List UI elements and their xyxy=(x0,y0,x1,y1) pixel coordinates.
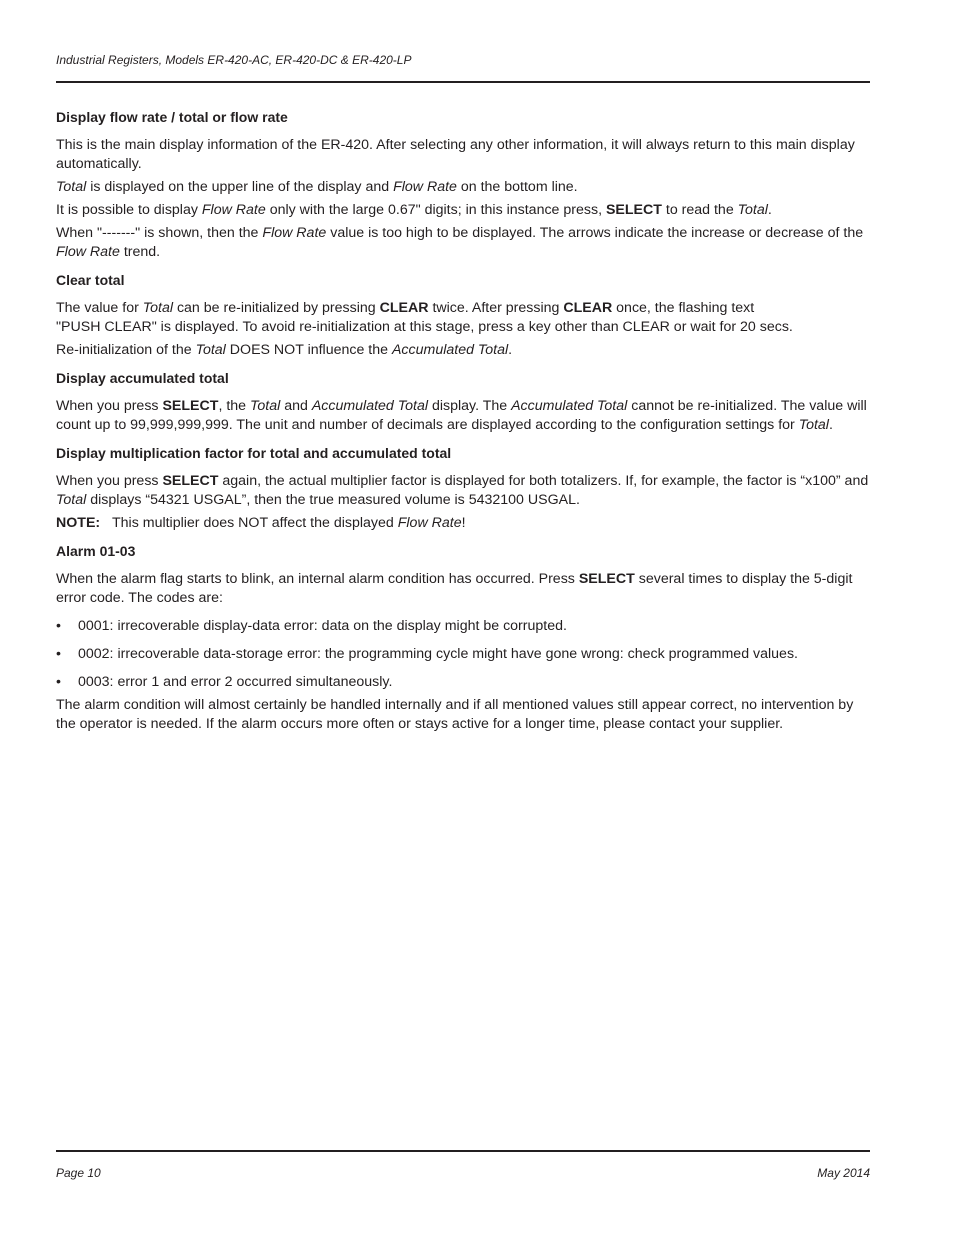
section-heading-multiplication-factor: Display multiplication factor for total and accumulated total xyxy=(56,445,452,461)
paragraph: When "-------" is shown, then the Flow Rate value is too high to be displayed. The arrows indicate the increase or decrease of the Flow Rate trend. xyxy=(56,225,864,260)
section-heading-accumulated-total: Display accumulated total xyxy=(56,370,229,386)
publication-date: May 2014 xyxy=(817,1166,870,1180)
note: NOTE: This multiplier does NOT affect the displayed Flow Rate! xyxy=(56,515,466,531)
bullet-marker: • xyxy=(56,618,61,634)
page-body xyxy=(56,108,872,738)
header-rule xyxy=(56,81,870,83)
page-number: Page 10 xyxy=(56,1166,101,1180)
list-item: • 0002: irrecoverable data-storage error: the programming cycle might have gone wrong: check programmed values. xyxy=(56,646,798,662)
section-heading-alarm: Alarm 01-03 xyxy=(56,543,136,559)
paragraph: When you press SELECT again, the actual multiplier factor is displayed for both totalizers. If, for example, the factor is “x100” and Total displays “54321 USGAL”, then the true measured volume is 5432100 USGAL. xyxy=(56,473,869,508)
paragraph: This is the main display information of the ER-420. After selecting any other information, it will always return to this main display automatically. xyxy=(56,137,855,172)
running-header: Industrial Registers, Models ER-420-AC, ER-420-DC & ER-420-LP xyxy=(56,53,412,67)
list-item: • 0003: error 1 and error 2 occurred simultaneously. xyxy=(56,674,393,690)
note-label: NOTE: xyxy=(56,515,101,531)
paragraph: When you press SELECT, the Total and Accumulated Total display. The Accumulated Total cannot be re-initialized. The value will count up to 99,999,999,999. The unit and number of decimals are displayed according to the configuration settings for Total. xyxy=(56,398,867,433)
paragraph: It is possible to display Flow Rate only with the large 0.67" digits; in this instance press, SELECT to read the Total. xyxy=(56,202,772,218)
section-heading-clear-total: Clear total xyxy=(56,272,125,288)
list-item: • 0001: irrecoverable display-data error: data on the display might be corrupted. xyxy=(56,618,567,634)
paragraph: When the alarm flag starts to blink, an internal alarm condition has occurred. Press SELECT several times to display the 5-digit error code. The codes are: xyxy=(56,571,853,606)
footer-rule xyxy=(56,1150,870,1152)
bullet-marker: • xyxy=(56,646,61,662)
bullet-marker: • xyxy=(56,674,61,690)
paragraph: The value for Total can be re-initialized by pressing CLEAR twice. After pressing CLEAR once, the flashing text "PUSH CLEAR" is displayed. To avoid re-initialization at this stage, press a key other than CLEAR or wait for 20 secs. xyxy=(56,300,793,335)
section-heading-display-flow-rate: Display flow rate / total or flow rate xyxy=(56,109,288,125)
paragraph: Re-initialization of the Total DOES NOT influence the Accumulated Total. xyxy=(56,342,513,358)
paragraph: The alarm condition will almost certainly be handled internally and if all mentioned values still appear correct, no intervention by the operator is needed. If the alarm occurs more often or stays active for a longer time, please contact your supplier. xyxy=(56,697,854,732)
paragraph: Total is displayed on the upper line of the display and Flow Rate on the bottom line. xyxy=(56,179,578,195)
